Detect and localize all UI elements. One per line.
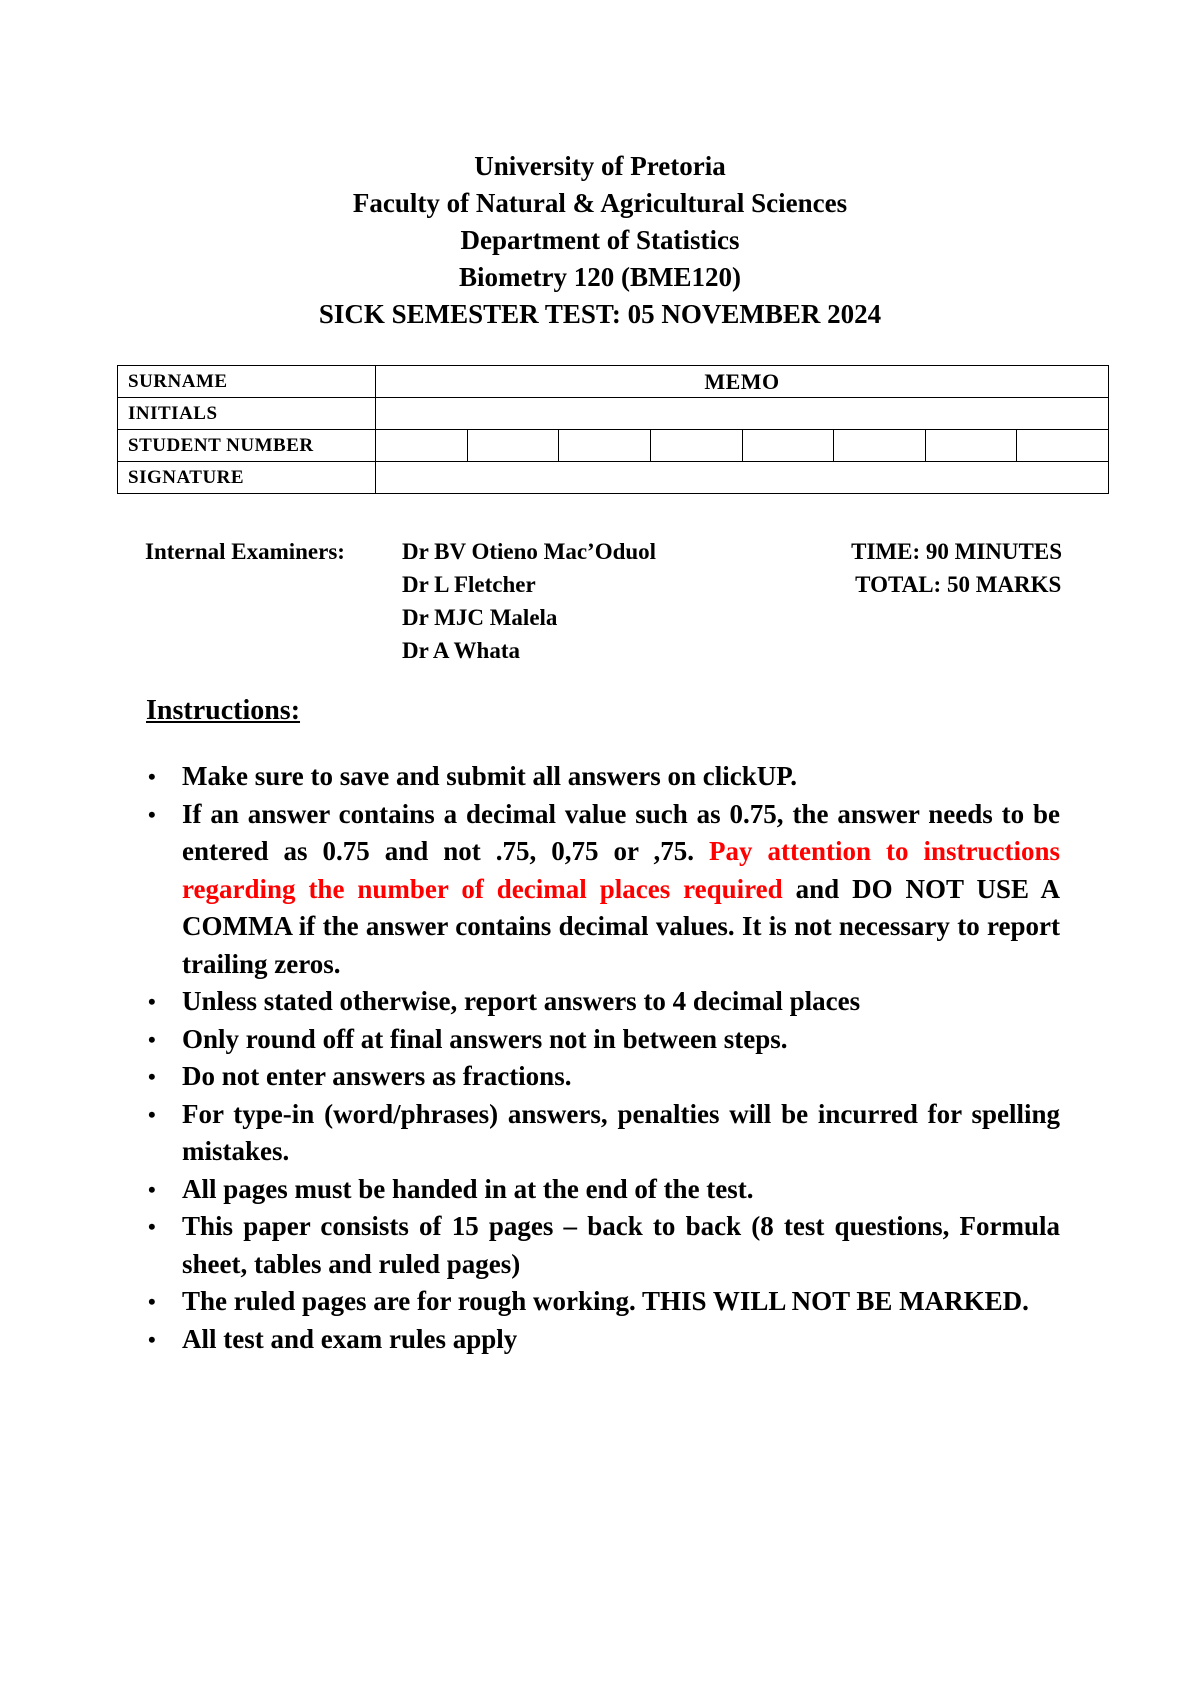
bullet-icon: • xyxy=(148,1101,156,1127)
student-number-boxes xyxy=(376,430,1108,461)
examiner-name: Dr L Fletcher xyxy=(402,572,536,597)
bullet-icon: • xyxy=(148,1289,156,1314)
list-item: • The ruled pages are for rough working. THIS WILL NOT BE MARKED. xyxy=(146,1283,1060,1321)
bullet-icon: • xyxy=(148,1214,156,1239)
digit-box xyxy=(743,430,835,461)
list-item: • All pages must be handed in at the end of the test. xyxy=(146,1171,1060,1209)
signature-label: SIGNATURE xyxy=(118,462,376,494)
bullet-icon: • xyxy=(148,801,156,827)
department-name: Department of Statistics xyxy=(460,225,740,255)
student-info-table xyxy=(117,365,1109,494)
student-number-row xyxy=(118,430,1109,462)
initials-label: INITIALS xyxy=(118,398,376,430)
digit-box xyxy=(468,430,560,461)
time-allowed: TIME: 90 MINUTES xyxy=(851,539,1062,564)
examiner-name: Dr BV Otieno Mac’Oduol xyxy=(402,539,657,564)
surname-field: MEMO xyxy=(376,366,1109,398)
digit-box xyxy=(651,430,743,461)
digit-box xyxy=(559,430,651,461)
examiner-name: Dr MJC Malela xyxy=(402,605,558,630)
surname-label: SURNAME xyxy=(118,366,376,398)
digit-box xyxy=(1017,430,1108,461)
bullet-icon: • xyxy=(148,1326,156,1352)
list-item: • Unless stated otherwise, report answers to 4 decimal places xyxy=(146,983,1060,1021)
list-item: • This paper consists of 15 pages – back to back (8 test questions, Formula sheet, tables and ruled pages) xyxy=(146,1208,1060,1283)
bullet-icon: • xyxy=(148,1176,156,1202)
exam-header xyxy=(0,148,1200,333)
faculty-name: Faculty of Natural & Agricultural Sciences xyxy=(352,188,848,218)
digit-box xyxy=(834,430,926,461)
highlighted-warning: Pay attention to instructions regarding the number of decimal places required xyxy=(182,836,1061,904)
list-item: • Make sure to save and submit all answers on clickUP. xyxy=(146,758,1060,796)
student-number-label: STUDENT NUMBER xyxy=(118,430,376,462)
test-duration-marks xyxy=(851,535,1062,601)
bullet-icon: • xyxy=(148,1026,156,1052)
examiner-name: Dr A Whata xyxy=(402,638,521,663)
surname-row xyxy=(118,366,1109,398)
signature-field xyxy=(376,462,1109,494)
instructions-list xyxy=(146,758,1060,1358)
digit-box xyxy=(376,430,468,461)
module-name: Biometry 120 (BME120) xyxy=(459,262,741,292)
university-name: University of Pretoria xyxy=(474,151,726,181)
list-item: • Do not enter answers as fractions. xyxy=(146,1058,1060,1096)
list-item: • All test and exam rules apply xyxy=(146,1321,1060,1359)
student-number-field xyxy=(376,430,1109,462)
list-item: • If an answer contains a decimal value such as 0.75, the answer needs to be entered as 0.75 and not .75, 0,75 or ,75. Pay attention to instructions regarding the number of decimal places required and DO NOT USE A COMMA if the answer contains decimal values. It is not necessary to report trailing zeros. xyxy=(146,796,1060,984)
digit-box xyxy=(926,430,1018,461)
examiner-list xyxy=(402,535,656,667)
bullet-icon: • xyxy=(148,989,156,1014)
initials-row xyxy=(118,398,1109,430)
list-item: • Only round off at final answers not in between steps. xyxy=(146,1021,1060,1059)
initials-field xyxy=(376,398,1109,430)
list-item: • For type-in (word/phrases) answers, penalties will be incurred for spelling mistakes. xyxy=(146,1096,1060,1171)
bullet-icon: • xyxy=(148,764,156,789)
test-title: SICK SEMESTER TEST: 05 NOVEMBER 2024 xyxy=(318,299,882,329)
total-marks: TOTAL: 50 MARKS xyxy=(855,572,1062,597)
signature-row xyxy=(118,462,1109,494)
instructions-heading: Instructions: xyxy=(146,695,301,726)
bullet-icon: • xyxy=(148,1064,156,1089)
examiners-label: Internal Examiners: xyxy=(145,539,345,564)
